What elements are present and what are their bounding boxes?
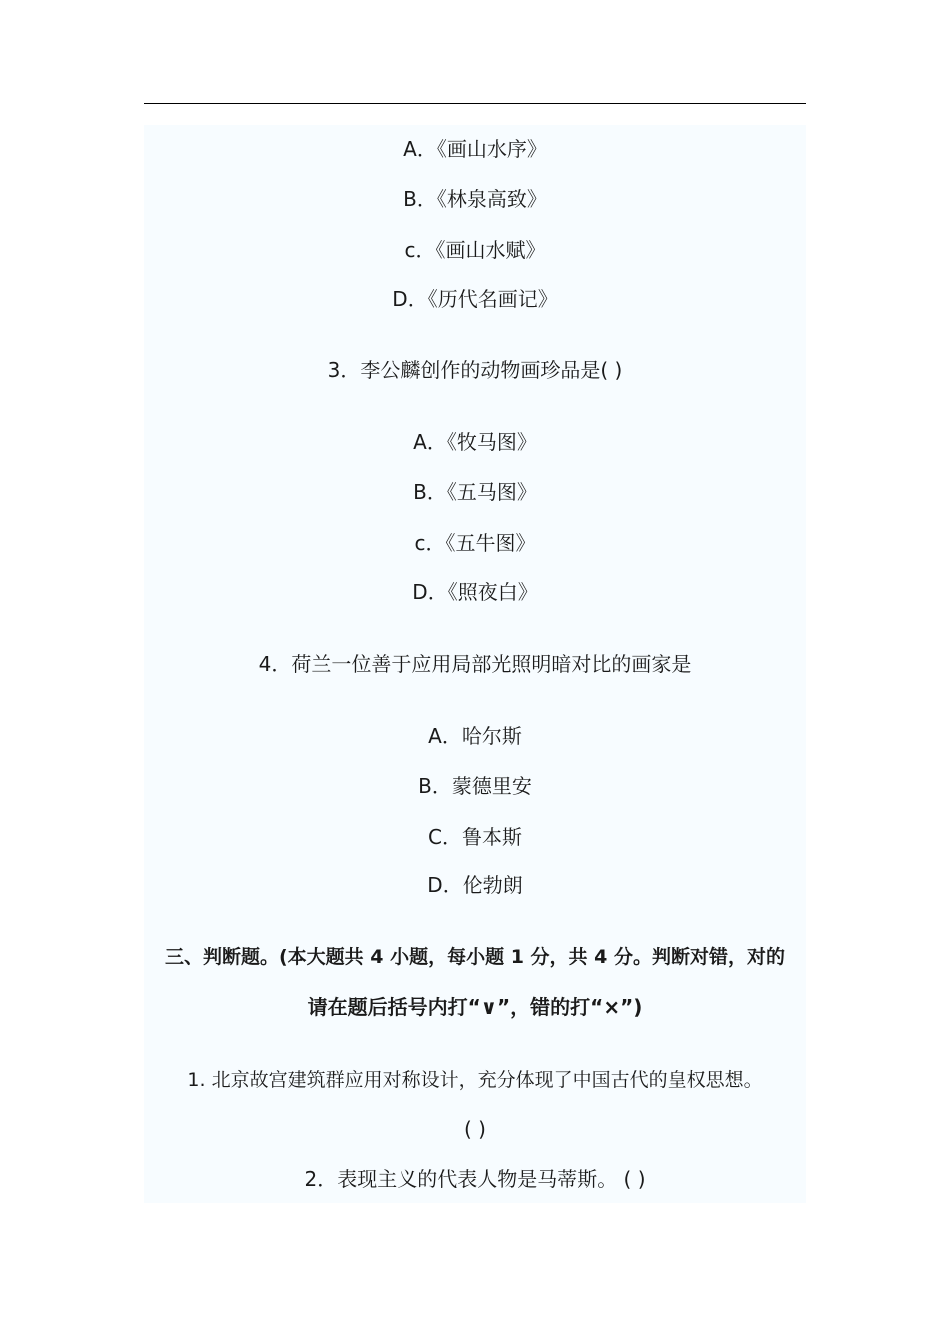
q2-option-c: c．《画山水赋》 <box>404 238 546 262</box>
q4-question: 4．荷兰一位善于应用局部光照明暗对比的画家是 <box>258 652 692 676</box>
section3-heading-line1: 三、判断题。(本大题共 4 小题，每小题 1 分，共 4 分。判断对错，对的 <box>164 946 786 968</box>
header-rule <box>144 103 806 104</box>
q3-question: 3．李公麟创作的动物画珍品是( ) <box>327 358 623 382</box>
section3-heading-line2: 请在题后括号内打“∨”，错的打“×”) <box>307 995 643 1019</box>
q3-option-a: A．《牧马图》 <box>413 430 537 454</box>
tf-item1-line2: ( ) <box>464 1117 486 1141</box>
q4-option-c: C．鲁本斯 <box>428 825 522 849</box>
tf-item2: 2．表现主义的代表人物是马蒂斯。 ( ) <box>304 1167 646 1191</box>
q2-option-b: B．《林泉高致》 <box>403 187 547 211</box>
q3-option-c: c．《五牛图》 <box>414 531 536 555</box>
q4-option-b: B．蒙德里安 <box>418 774 532 798</box>
q4-option-a: A．哈尔斯 <box>428 724 522 748</box>
tf-item1-line1: 1. 北京故宫建筑群应用对称设计，充分体现了中国古代的皇权思想。 <box>187 1069 763 1091</box>
q4-option-d: D．伦勃朗 <box>427 873 523 897</box>
q2-option-a: A．《画山水序》 <box>403 137 547 161</box>
q3-option-b: B．《五马图》 <box>413 480 537 504</box>
q3-option-d: D．《照夜白》 <box>412 580 538 604</box>
q2-option-d: D．《历代名画记》 <box>392 287 558 311</box>
